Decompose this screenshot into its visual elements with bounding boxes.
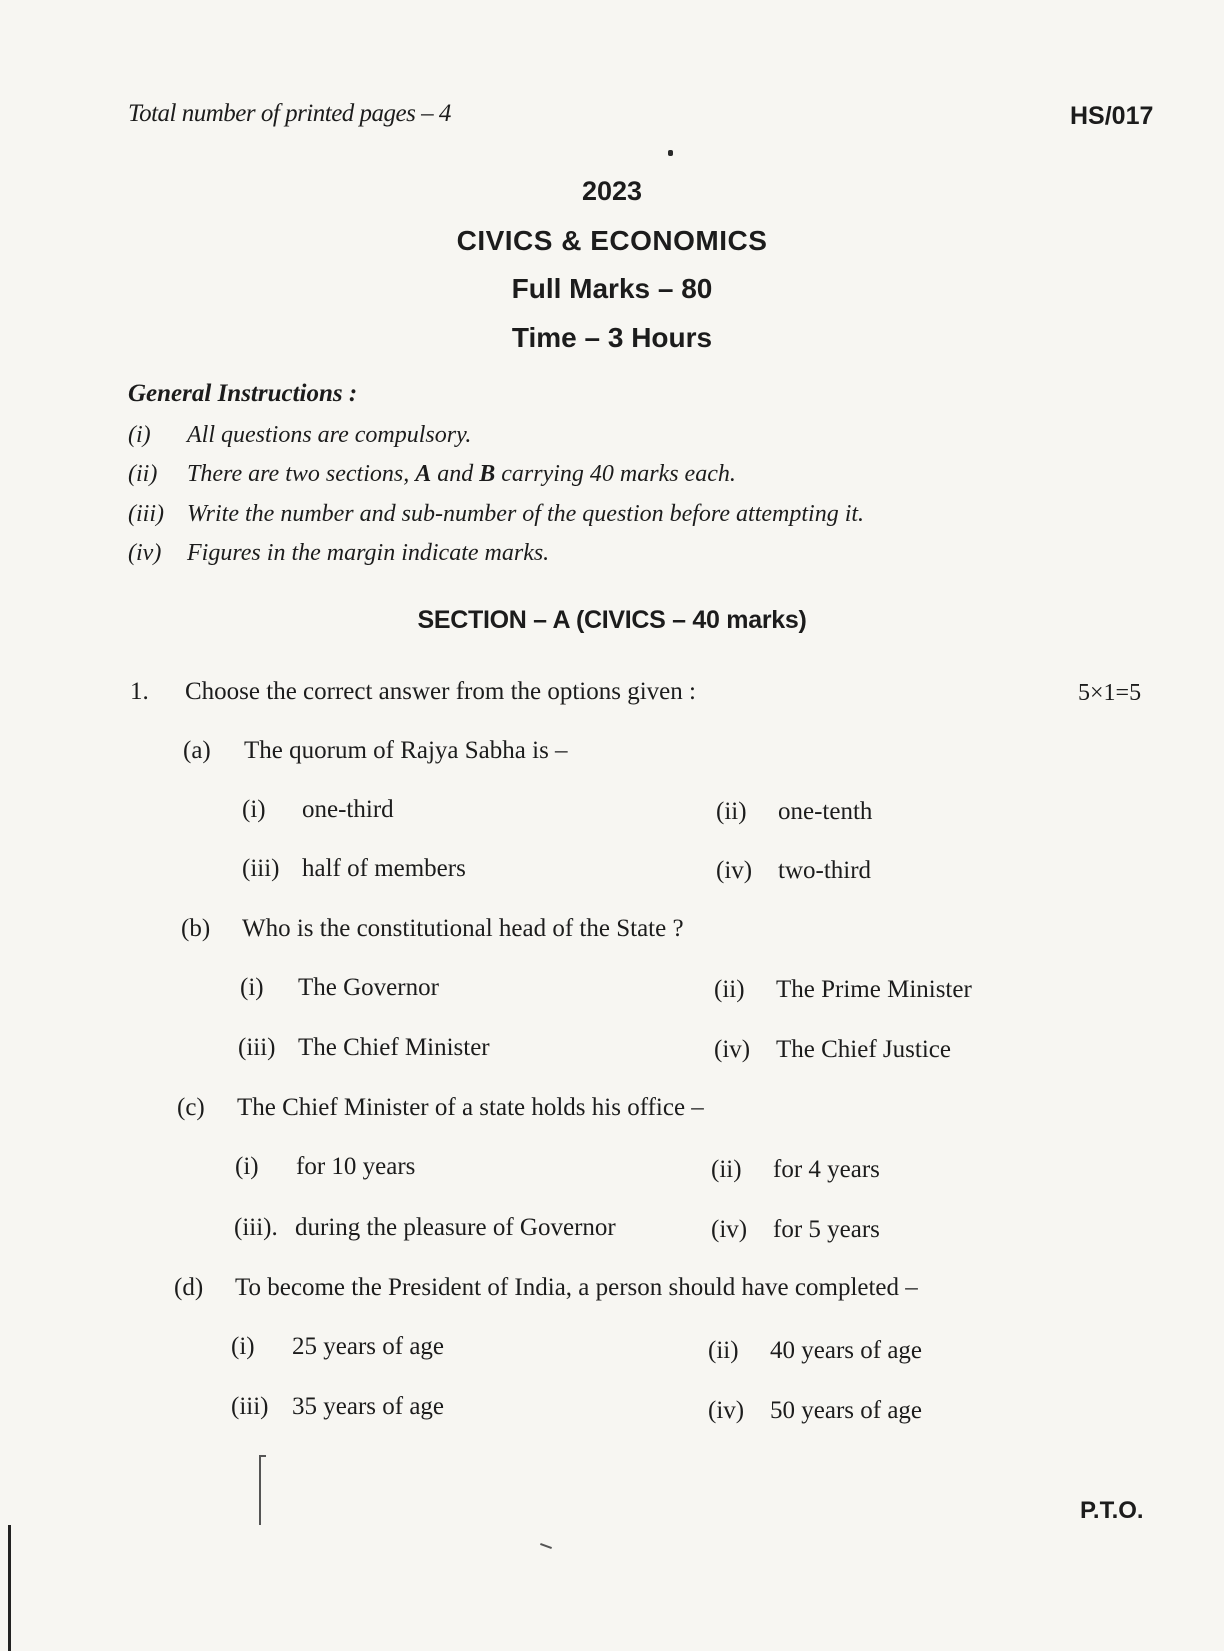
paper-code: HS/017	[1070, 102, 1154, 130]
instructions-heading: General Instructions :	[128, 380, 358, 407]
option-number: (i)	[242, 796, 266, 823]
scan-edge-mark	[8, 1525, 11, 1651]
full-marks: Full Marks – 80	[511, 273, 713, 304]
instruction-number: (iii)	[128, 501, 164, 527]
scan-dot	[668, 150, 673, 156]
option-text: two-third	[778, 857, 872, 884]
option-text: during the pleasure of Governor	[295, 1214, 616, 1241]
instruction-number: (ii)	[128, 461, 158, 487]
option-number: (iii)	[242, 855, 280, 882]
part-label: (b)	[181, 915, 211, 942]
option-text: 35 years of age	[292, 1393, 445, 1420]
option-text: The Prime Minister	[776, 976, 972, 1003]
part-label: (d)	[174, 1274, 204, 1301]
question-number: 1.	[130, 678, 149, 705]
instruction-number: (i)	[128, 422, 151, 448]
option-text: half of members	[302, 855, 466, 882]
option-text: one-third	[302, 796, 394, 823]
part-label: (a)	[183, 737, 211, 764]
option-number: (ii)	[711, 1156, 742, 1183]
option-number: (ii)	[716, 798, 747, 825]
option-text: 50 years of age	[770, 1397, 923, 1424]
option-number: (iii)	[231, 1393, 269, 1420]
question-marks: 5×1=5	[1078, 680, 1142, 706]
option-text: The Chief Justice	[776, 1036, 951, 1063]
instruction-text: All questions are compulsory.	[187, 422, 472, 448]
scan-mark	[259, 1455, 261, 1525]
part-text: To become the President of India, a person should have completed –	[235, 1274, 918, 1301]
section-a-heading: SECTION – A (CIVICS – 40 marks)	[417, 606, 807, 634]
option-number: (i)	[231, 1333, 255, 1360]
option-text: one-tenth	[778, 798, 873, 825]
exam-year: 2023	[581, 176, 643, 206]
option-number: (iv)	[711, 1216, 748, 1243]
option-text: 25 years of age	[292, 1333, 445, 1360]
pto-label: P.T.O.	[1080, 1497, 1144, 1524]
option-number: (iv)	[714, 1036, 751, 1063]
option-text: The Chief Minister	[298, 1034, 490, 1061]
printed-pages-note: Total number of printed pages – 4	[128, 100, 451, 127]
option-number: (iii).	[234, 1214, 278, 1241]
option-text: for 4 years	[773, 1156, 880, 1183]
scan-mark	[540, 1543, 552, 1549]
part-label: (c)	[177, 1094, 205, 1121]
part-text: The quorum of Rajya Sabha is –	[244, 737, 568, 764]
question-text: Choose the correct answer from the options given :	[185, 678, 696, 705]
option-number: (i)	[240, 974, 264, 1001]
instruction-text: There are two sections, A and B carrying 40 marks each.	[187, 461, 736, 487]
instruction-number: (iv)	[128, 540, 162, 566]
instruction-text: Figures in the margin indicate marks.	[187, 540, 550, 566]
exam-time: Time – 3 Hours	[511, 322, 713, 353]
option-number: (ii)	[708, 1337, 739, 1364]
option-text: for 10 years	[296, 1153, 416, 1180]
option-number: (ii)	[714, 976, 745, 1003]
part-text: The Chief Minister of a state holds his office –	[237, 1094, 704, 1121]
part-text: Who is the constitutional head of the State ?	[242, 915, 684, 942]
option-number: (iii)	[238, 1034, 276, 1061]
option-text: The Governor	[298, 974, 439, 1001]
option-number: (i)	[235, 1153, 259, 1180]
exam-subject: CIVICS & ECONOMICS	[456, 225, 768, 256]
option-number: (iv)	[716, 857, 753, 884]
option-number: (iv)	[708, 1397, 745, 1424]
option-text: 40 years of age	[770, 1337, 923, 1364]
option-text: for 5 years	[773, 1216, 880, 1243]
instruction-text: Write the number and sub-number of the question before attempting it.	[187, 501, 865, 527]
scan-mark	[259, 1455, 266, 1457]
